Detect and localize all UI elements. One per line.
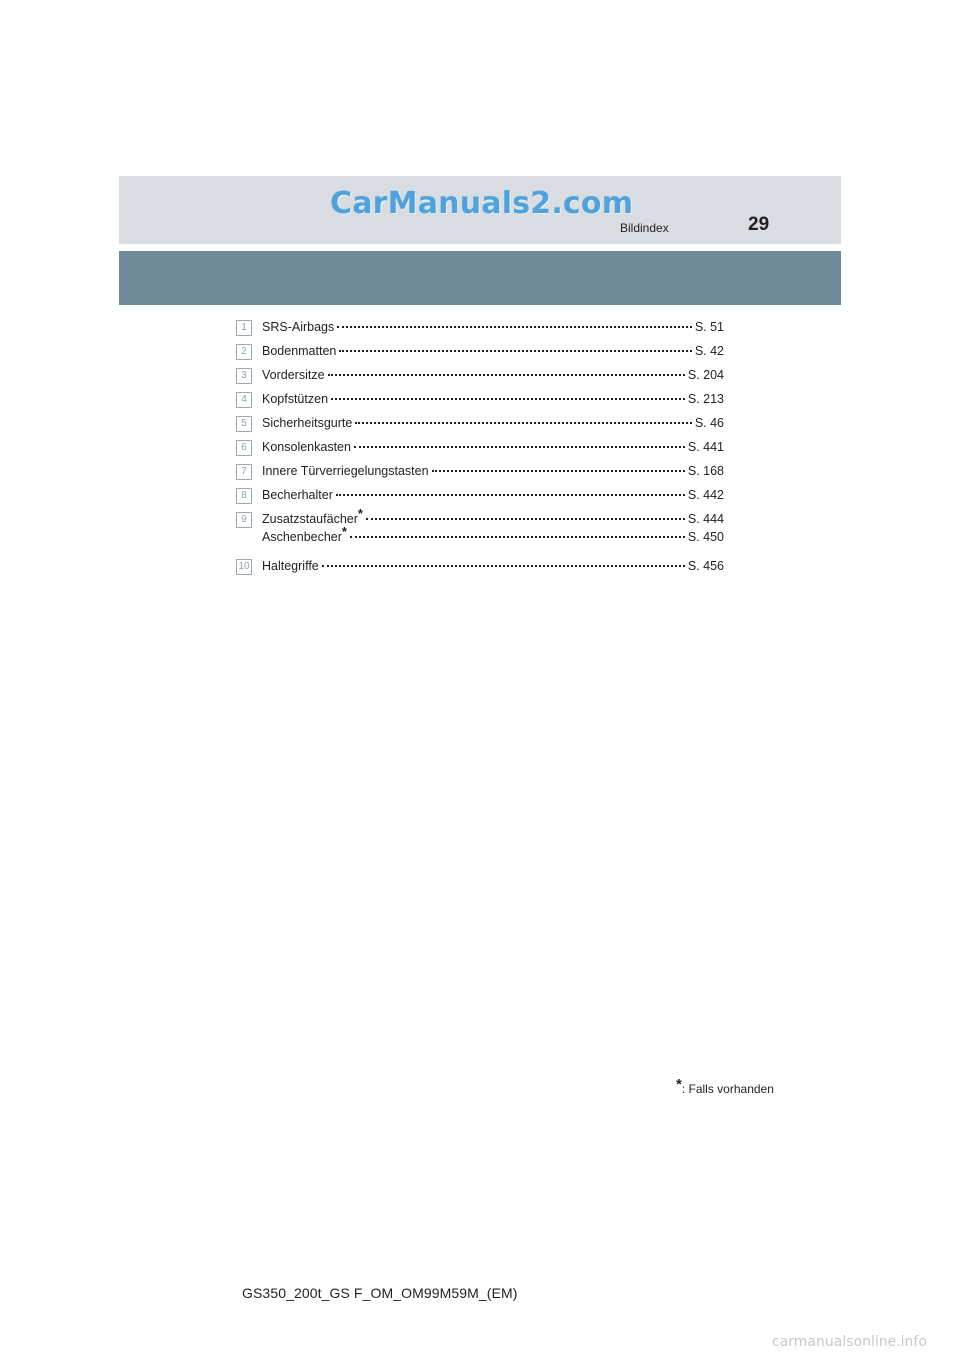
toc-line[interactable] bbox=[262, 414, 724, 432]
item-number-badge: 5 bbox=[236, 416, 252, 432]
toc-page-ref[interactable]: S. 441 bbox=[687, 440, 724, 454]
toc-label bbox=[262, 462, 429, 480]
section-title: Bildindex bbox=[620, 221, 669, 235]
toc-label-text: Aschenbecher bbox=[262, 530, 342, 544]
toc-label-text: Innere Türverriegelungstasten bbox=[262, 464, 429, 478]
toc-item[interactable] bbox=[236, 318, 724, 342]
toc-item-lines bbox=[262, 366, 724, 384]
dot-leader bbox=[339, 350, 691, 352]
toc-page-ref[interactable]: S. 442 bbox=[687, 488, 724, 502]
toc-page-ref[interactable]: S. 51 bbox=[694, 320, 724, 334]
toc-item-lines bbox=[262, 390, 724, 408]
toc-line[interactable] bbox=[262, 390, 724, 408]
toc-page-ref[interactable]: S. 42 bbox=[694, 344, 724, 358]
toc-item-lines bbox=[262, 462, 724, 480]
dot-leader bbox=[322, 565, 685, 567]
toc-item[interactable] bbox=[236, 462, 724, 486]
dot-leader bbox=[355, 422, 691, 424]
toc-label-text: Becherhalter bbox=[262, 488, 333, 502]
toc-label-text: Konsolenkasten bbox=[262, 440, 351, 454]
watermark-logo[interactable]: CarManuals2.com bbox=[330, 186, 634, 221]
toc-page-ref[interactable]: S. 46 bbox=[694, 416, 724, 430]
toc-label-text: Kopfstützen bbox=[262, 392, 329, 406]
dot-leader bbox=[432, 470, 685, 472]
toc-label-text: Bodenmatten bbox=[262, 344, 337, 358]
dot-leader bbox=[336, 494, 685, 496]
item-number-badge: 7 bbox=[236, 464, 252, 480]
toc-item-lines bbox=[262, 486, 724, 504]
toc-line[interactable] bbox=[262, 523, 724, 546]
toc-label-text: Sicherheitsgurte bbox=[262, 416, 353, 430]
dot-leader bbox=[331, 398, 685, 400]
item-number-badge: 2 bbox=[236, 344, 252, 360]
toc-item-lines bbox=[262, 318, 724, 336]
item-number-badge: 10 bbox=[236, 559, 252, 575]
toc-label-text: Zusatzstaufächer bbox=[262, 512, 358, 526]
toc-label bbox=[262, 557, 319, 575]
toc-label bbox=[262, 414, 352, 432]
toc-list bbox=[236, 318, 724, 581]
toc-item-lines bbox=[262, 557, 724, 575]
toc-line[interactable] bbox=[262, 438, 724, 456]
item-number-badge: 4 bbox=[236, 392, 252, 408]
item-number-badge: 1 bbox=[236, 320, 252, 336]
item-number-badge: 9 bbox=[236, 512, 252, 528]
toc-line[interactable] bbox=[262, 557, 724, 575]
toc-page-ref[interactable]: S. 444 bbox=[687, 512, 724, 526]
footnote-star: * bbox=[676, 1076, 682, 1093]
toc-label bbox=[262, 366, 325, 384]
dot-leader bbox=[337, 326, 692, 328]
toc-item[interactable] bbox=[236, 342, 724, 366]
toc-label bbox=[262, 342, 336, 360]
toc-line[interactable] bbox=[262, 318, 724, 336]
toc-page-ref[interactable]: S. 213 bbox=[687, 392, 724, 406]
optional-star: * bbox=[357, 505, 363, 521]
footnote bbox=[676, 1076, 774, 1097]
toc-label-text: Vordersitze bbox=[262, 368, 325, 382]
toc-item[interactable] bbox=[236, 486, 724, 510]
toc-item[interactable] bbox=[236, 438, 724, 462]
toc-label bbox=[262, 486, 333, 504]
toc-item-lines bbox=[262, 505, 724, 546]
toc-line[interactable] bbox=[262, 342, 724, 360]
watermark-footer[interactable]: carmanualsonline.info bbox=[772, 1334, 927, 1350]
toc-item-lines bbox=[262, 342, 724, 360]
toc-label bbox=[262, 318, 334, 336]
item-number-badge: 8 bbox=[236, 488, 252, 504]
toc-line[interactable] bbox=[262, 462, 724, 480]
toc-page-ref[interactable]: S. 450 bbox=[687, 530, 724, 544]
toc-label bbox=[262, 505, 363, 528]
toc-item[interactable] bbox=[236, 557, 724, 581]
toc-item-lines bbox=[262, 414, 724, 432]
toc-item[interactable] bbox=[236, 366, 724, 390]
dot-leader bbox=[366, 518, 685, 520]
toc-line[interactable] bbox=[262, 486, 724, 504]
footnote-text: : Falls vorhanden bbox=[681, 1082, 774, 1096]
dot-leader bbox=[350, 536, 685, 538]
page-number: 29 bbox=[748, 214, 770, 235]
optional-star: * bbox=[341, 523, 347, 539]
toc-item[interactable] bbox=[236, 390, 724, 414]
toc-label bbox=[262, 523, 347, 546]
dot-leader bbox=[354, 446, 685, 448]
toc-label-text: Haltegriffe bbox=[262, 559, 319, 573]
toc-label-text: SRS-Airbags bbox=[262, 320, 335, 334]
item-number-badge: 6 bbox=[236, 440, 252, 456]
document-code: GS350_200t_GS F_OM_OM99M59M_(EM) bbox=[242, 1285, 518, 1301]
toc-label bbox=[262, 438, 351, 456]
toc-page-ref[interactable]: S. 168 bbox=[687, 464, 724, 478]
toc-page-ref[interactable]: S. 456 bbox=[687, 559, 724, 573]
item-number-badge: 3 bbox=[236, 368, 252, 384]
dot-leader bbox=[328, 374, 685, 376]
toc-page-ref[interactable]: S. 204 bbox=[687, 368, 724, 382]
toc-line[interactable] bbox=[262, 366, 724, 384]
section-banner bbox=[119, 251, 841, 305]
toc-label bbox=[262, 390, 328, 408]
toc-item[interactable] bbox=[236, 505, 724, 557]
toc-line[interactable] bbox=[262, 505, 724, 528]
toc-item-lines bbox=[262, 438, 724, 456]
toc-item[interactable] bbox=[236, 414, 724, 438]
